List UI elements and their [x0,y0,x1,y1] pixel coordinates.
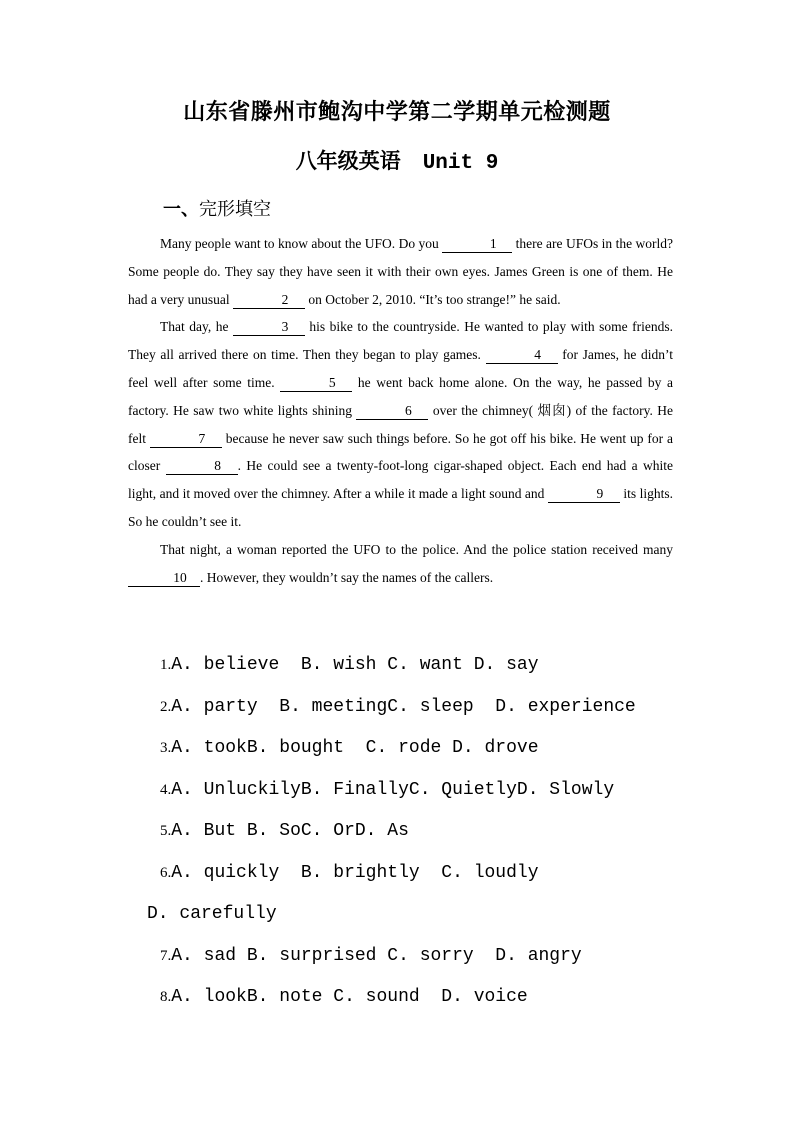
document-title: 山东省滕州市鲍沟中学第二学期单元检测题 [183,100,611,125]
question-number: 5. [160,823,172,839]
question-options: A. But B. SoC. OrD. As [171,821,409,841]
passage-text: Many people want to know about the UFO. Do you [160,236,443,251]
blank-1: 1 [442,236,512,253]
blank-4: 4 [486,347,558,364]
passage-text: That day, he [160,319,233,335]
question-item [160,697,636,717]
question-item-continued [147,904,277,924]
blank-10: 10 [128,570,200,587]
blank-7: 7 [150,431,222,448]
question-options: A. UnluckilyB. FinallyC. QuietlyD. Slowly [171,780,615,800]
document-subtitle [0,145,794,175]
passage-text: for James, he didn’t feel well after some time. [128,347,673,390]
question-item [160,655,539,675]
passage-paragraph-2 [128,313,673,535]
question-options: A. quickly B. brightly C. loudly [171,863,539,883]
passage-text: there are UFOs in the world? Some people do. They say they have seen it with their own eyes. James Green is one of them. He had a very unusual [128,236,673,307]
passage-paragraph-1 [128,230,673,313]
passage-text: his bike to the countryside. He wanted to play with some friends. They all arrived there on time. Then they began to play games. [128,319,673,363]
blank-5: 5 [280,375,352,392]
blank-3: 3 [233,319,305,336]
blank-2: 2 [233,292,305,309]
passage-text: on October 2, 2010. “It’s too strange!” he said. [304,291,561,307]
blank-6: 6 [356,403,428,420]
cloze-passage [128,230,673,591]
question-number: 4. [160,782,172,798]
question-number: 8. [160,989,172,1005]
grade-label: 八年级英语 [295,149,401,173]
question-options: D. carefully [147,904,277,924]
question-number: 1. [160,657,172,673]
question-item [160,780,614,800]
question-item [160,987,528,1007]
passage-text: . However, they wouldn’t say the names of the callers. [200,569,494,585]
question-number: 6. [160,865,172,881]
question-options: A. tookB. bought C. rode D. drove [171,738,539,758]
section-number: 一、 [163,199,199,220]
section-heading [163,195,271,221]
question-options: A. believe B. wish C. want D. say [171,655,539,675]
passage-text: over the chimney( 烟囱) of the factory. He felt [128,402,673,446]
question-item [160,821,409,841]
passage-text: he went back home alone. On the way, he passed by a factory. He saw two white lights shining [128,374,673,418]
passage-paragraph-3 [128,536,673,592]
blank-9: 9 [548,486,620,503]
question-number: 2. [160,699,172,715]
section-label: 完形填空 [199,199,271,220]
question-number: 3. [160,740,172,756]
passage-text: because he never saw such things before. So he got off his bike. He went up for a closer [128,430,673,474]
question-item [160,946,582,966]
question-number: 7. [160,948,172,964]
passage-text: . He could see a twenty-foot-long cigar-shaped object. Each end had a white light, and it moved over the chimney. After a while it made a light sound and [128,458,674,502]
blank-8: 8 [166,458,238,475]
question-options: A. party B. meetingC. sleep D. experience [171,697,636,717]
passage-text: its lights. So he couldn’t see it. [128,486,673,529]
question-item [160,863,539,883]
question-options: A. lookB. note C. sound D. voice [171,987,528,1007]
passage-text: That night, a woman reported the UFO to the police. And the police station received many [160,541,673,557]
unit-label: Unit 9 [422,152,499,175]
question-options: A. sad B. surprised C. sorry D. angry [171,946,582,966]
question-item [160,738,539,758]
